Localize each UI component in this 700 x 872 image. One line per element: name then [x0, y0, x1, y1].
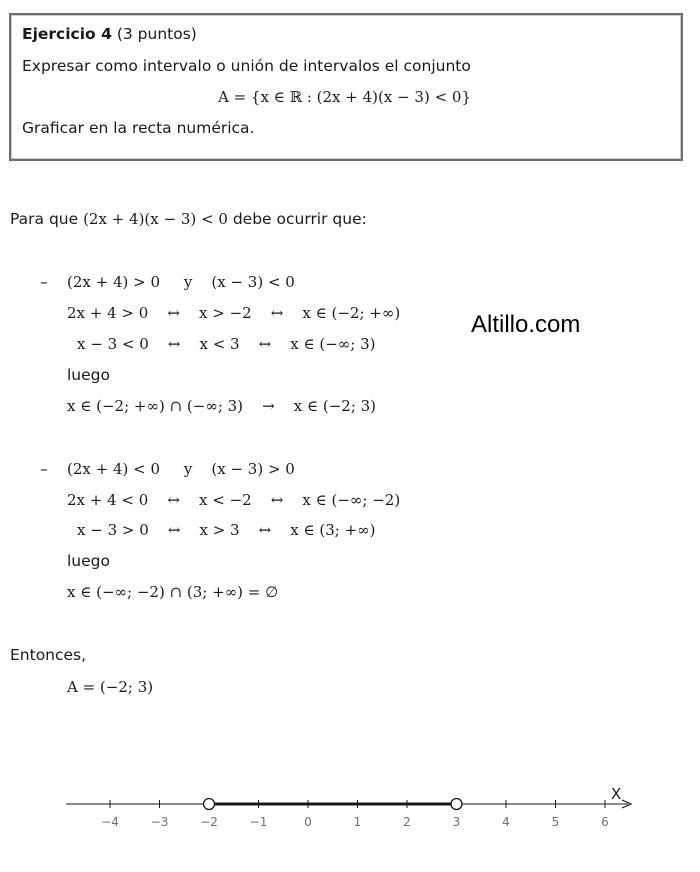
intro-suffix: debe ocurrir que:	[227, 210, 367, 228]
tick-label: −4	[101, 815, 119, 829]
solution-intro	[10, 212, 367, 228]
tick-label: −2	[200, 815, 218, 829]
case1-line1: 2x + 4 > 0 ↔ x > −2 ↔ x ∈ (−2; +∞)	[67, 304, 401, 322]
case1-line2: x − 3 < 0 ↔ x < 3 ↔ x ∈ (−∞; 3)	[77, 335, 376, 353]
case2-line1: 2x + 4 < 0 ↔ x < −2 ↔ x ∈ (−∞; −2)	[67, 491, 401, 509]
case2-line2: x − 3 > 0 ↔ x > 3 ↔ x ∈ (3; +∞)	[77, 521, 376, 539]
tick-label: 4	[502, 815, 510, 829]
axis-label: X	[611, 785, 622, 803]
case2-condition: (2x + 4) < 0 y (x − 3) > 0	[67, 460, 295, 478]
conclusion-text: Entonces,	[10, 646, 87, 664]
set-definition: A = {x ∈ ℝ : (2x + 4)(x − 3) < 0}	[218, 88, 471, 106]
problem-instruction: Graficar en la recta numérica.	[22, 119, 255, 137]
number-line	[0, 770, 700, 840]
tick-label: −1	[249, 815, 268, 829]
case1-then: luego	[67, 366, 110, 384]
tick-label: 0	[304, 815, 312, 829]
tick-label: 3	[452, 815, 461, 829]
tick-label: 2	[403, 815, 411, 829]
problem-statement: Expresar como intervalo o unión de intervalos el conjunto	[22, 57, 471, 75]
case1-condition: (2x + 4) > 0 y (x − 3) < 0	[67, 273, 295, 291]
problem-title	[22, 27, 197, 43]
case2-result: x ∈ (−∞; −2) ∩ (3; +∞) = ∅	[67, 583, 279, 601]
tick-label: 1	[353, 815, 362, 829]
intro-math: (2x + 4)(x − 3) < 0	[83, 210, 228, 228]
case2-dash: –	[40, 460, 48, 478]
intro-text: Para que	[10, 210, 84, 228]
case2-then: luego	[67, 552, 110, 570]
open-endpoint-start	[204, 799, 215, 810]
open-endpoint-end	[451, 799, 462, 810]
tick-label: 6	[601, 815, 609, 829]
case1-result: x ∈ (−2; +∞) ∩ (−∞; 3) → x ∈ (−2; 3)	[67, 397, 377, 415]
case1-dash: –	[40, 273, 48, 291]
tick-label: 5	[551, 815, 560, 829]
points-label: (3 puntos)	[111, 25, 197, 43]
conclusion-math: A = (−2; 3)	[67, 678, 154, 696]
watermark: Altillo.com	[471, 311, 581, 338]
tick-label: −3	[150, 815, 169, 829]
exercise-label: Ejercicio 4	[22, 25, 112, 43]
